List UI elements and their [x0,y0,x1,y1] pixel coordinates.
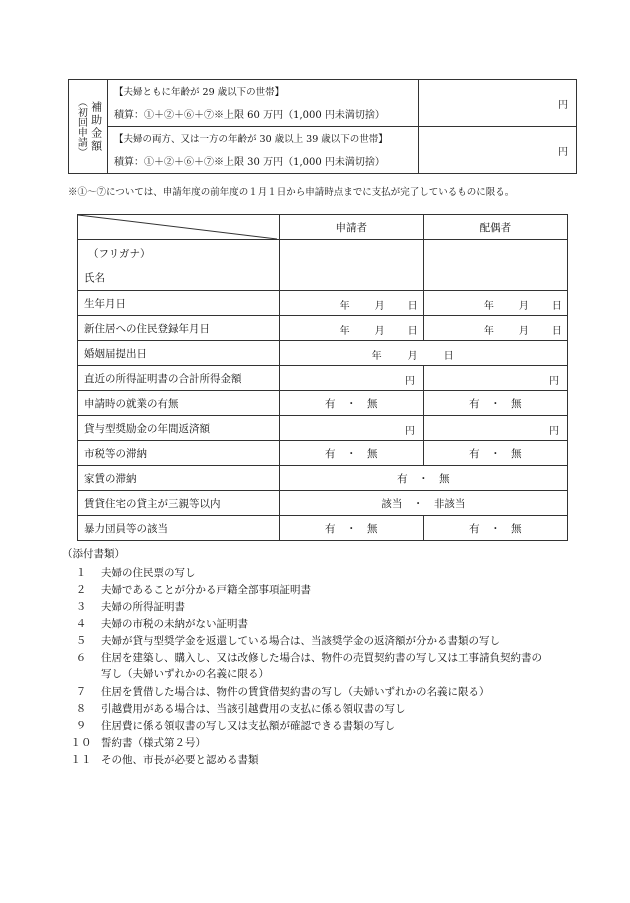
year-label: 年 [483,326,494,337]
employment-label: 申請時の就業の有無 [78,391,280,416]
yen-unit: 円 [549,376,559,387]
yen-unit: 円 [558,147,568,158]
spouse-header: 配偶者 [423,215,567,240]
landlord-relative-label: 賃貸住宅の貸主が三親等以内 [78,491,280,516]
item-number: ６ [75,652,87,664]
month-label: 月 [518,326,529,337]
subsidy-condition-under-29 [108,80,419,127]
month-label: 月 [374,326,385,337]
year-label: 年 [339,326,350,337]
spouse-employment-choice[interactable]: 有 ・ 無 [423,391,567,416]
month-label: 月 [518,301,529,312]
applicant-info-table [77,214,568,541]
applicant-loan-field[interactable] [279,416,423,441]
year-label: 年 [483,301,494,312]
subsidy-amount-field-1[interactable] [419,80,577,127]
rent-arrears-label: 家賃の滞納 [78,466,280,491]
payment-note: ※①〜⑦については、申請年度の前年度の１月１日から申請時点までに支払が完了しているものに限る。 [68,187,515,198]
item-text: 誓約書（様式第２号） [101,737,206,749]
residence-date-label: 新住居への住民登録年月日 [78,316,280,341]
income-label: 直近の所得証明書の合計所得金額 [78,366,280,391]
item-number: ９ [75,720,87,732]
subsidy-amount-table [68,79,577,174]
marriage-date-label: 婚姻届提出日 [78,341,280,366]
item-text: その他、市長が必要と認める書類 [101,754,259,766]
rent-arrears-choice[interactable]: 有 ・ 無 [279,466,567,491]
diagonal-line [78,215,277,239]
gang-member-label: 暴力団員等の該当 [78,516,280,541]
item-number: １ [75,567,87,579]
birth-date-label: 生年月日 [78,291,280,316]
item-text: 引越費用がある場合は、当該引越費用の支払に係る領収書の写し [101,703,406,715]
item-number: ７ [75,686,87,698]
applicant-residence-date-field[interactable] [279,316,423,341]
applicant-income-field[interactable] [279,366,423,391]
first-application-label: （初回申請） [75,96,87,157]
item-number: １１ [70,754,92,766]
item-number: ３ [75,601,87,613]
item-text: 夫婦の市税の未納がない証明書 [101,618,248,630]
item-text: 夫婦の住民票の写し [101,567,196,579]
item-text: 住居費に係る領収書の写し又は支払額が確認できる書類の写し [101,720,395,732]
yen-unit: 円 [404,426,415,437]
day-label: 日 [551,301,562,312]
item-number: ８ [75,703,87,715]
formula-text: 積算：①＋②＋⑥＋⑦※上限 60 万円（1,000 円未満切捨） [114,110,385,121]
name-label: 氏名 [84,272,105,284]
name-label-cell [78,240,280,291]
item-number: ４ [75,618,87,630]
item-text: 住居を建築し、購入し、又は改修した場合は、物件の売買契約書の写し又は工事請負契約書の [101,652,542,664]
subsidy-amount-label: 補助金額 [89,100,103,153]
applicant-birth-date-field[interactable] [279,291,423,316]
subsidy-side-label [69,80,108,174]
item-text: 住居を賃借した場合は、物件の賃貸借契約書の写し（夫婦いずれかの名義に限る） [101,686,490,698]
applicant-employment-choice[interactable]: 有 ・ 無 [279,391,423,416]
day-label: 日 [407,326,418,337]
landlord-relative-choice[interactable]: 該当 ・ 非該当 [279,491,567,516]
tax-arrears-label: 市税等の滞納 [78,441,280,466]
condition-text: 【夫婦ともに年齢が 29 歳以下の世帯】 [114,87,285,98]
item-number: ２ [75,584,87,596]
year-label: 年 [339,301,350,312]
spouse-loan-field[interactable] [423,416,567,441]
applicant-gang-choice[interactable]: 有 ・ 無 [279,516,423,541]
spouse-tax-arrears-choice[interactable]: 有 ・ 無 [423,441,567,466]
applicant-name-field[interactable] [279,240,423,291]
applicant-tax-arrears-choice[interactable]: 有 ・ 無 [279,441,423,466]
month-label: 月 [407,351,418,362]
item-text: 夫婦であることが分かる戸籍全部事項証明書 [101,584,311,596]
yen-unit: 円 [558,100,568,111]
item-text: 夫婦の所得証明書 [101,601,185,613]
month-label: 月 [374,301,385,312]
item-number: ５ [75,635,87,647]
subsidy-condition-30-39 [108,127,419,174]
loan-repayment-label: 貸与型奨励金の年間返済額 [78,416,280,441]
condition-text: 【夫婦の両方、又は一方の年齢が 30 歳以上 39 歳以下の世帯】 [114,134,388,145]
day-label: 日 [551,326,562,337]
spouse-residence-date-field[interactable] [423,316,567,341]
formula-text: 積算：①＋②＋⑥＋⑦※上限 30 万円（1,000 円未満切捨） [114,157,385,168]
marriage-date-field[interactable] [279,341,567,366]
subsidy-amount-field-2[interactable] [419,127,577,174]
day-label: 日 [407,301,418,312]
item-text-continued: 写し（夫婦いずれかの名義に限る） [101,668,269,680]
spouse-income-field[interactable] [423,366,567,391]
item-number: １０ [70,737,92,749]
yen-unit: 円 [404,376,415,387]
attachments-title: （添付書類） [62,548,125,560]
spouse-name-field[interactable] [423,240,567,291]
day-label: 日 [443,351,454,362]
furigana-label: （フリガナ） [88,248,151,260]
applicant-header: 申請者 [279,215,423,240]
yen-unit: 円 [549,426,559,437]
spouse-birth-date-field[interactable] [423,291,567,316]
item-text: 夫婦が貸与型奨学金を返還している場合は、当該奨学金の返済額が分かる書類の写し [101,635,500,647]
diagonal-header-cell [78,215,280,240]
spouse-gang-choice[interactable]: 有 ・ 無 [423,516,567,541]
year-label: 年 [371,351,382,362]
